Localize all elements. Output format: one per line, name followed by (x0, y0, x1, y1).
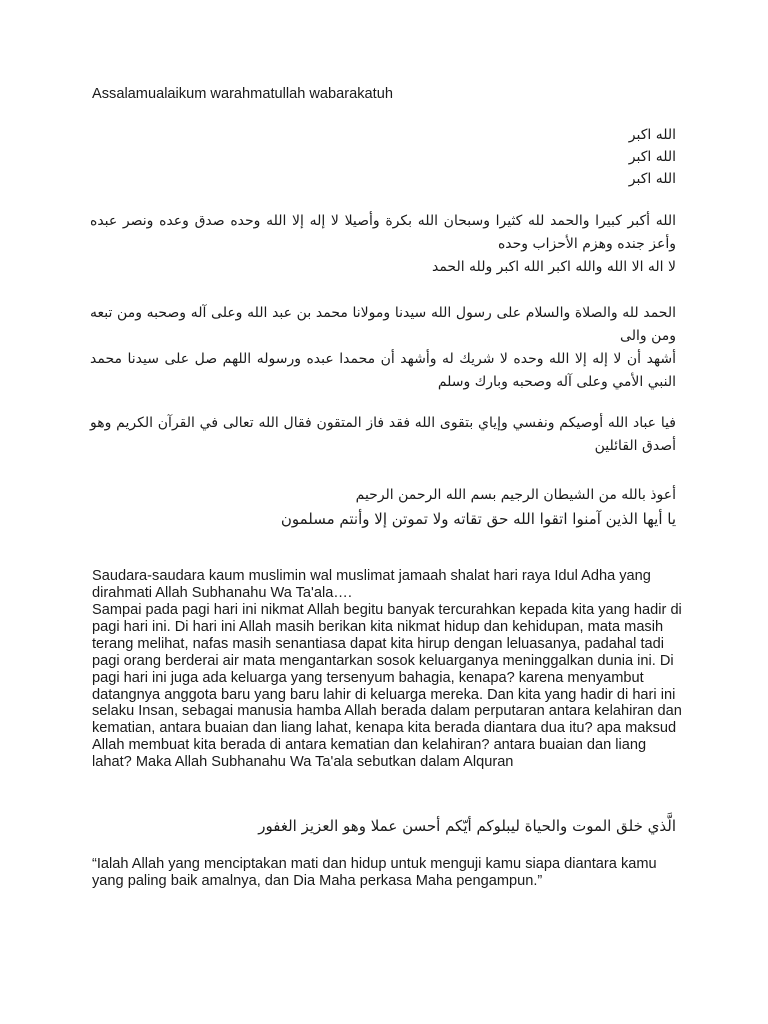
taawudz-block (90, 483, 676, 531)
takbir-long-block (90, 210, 676, 279)
takbir-line: الله اكبر (628, 127, 676, 143)
takbir-long-line: لا اله الا الله والله اكبر الله اكبر ولله الحمد (431, 259, 676, 275)
takbir-long-line: الله أكبر كبيرا والحمد لله كثيرا وسبحان الله بكرة وأصيلا لا إله إلا الله وحده صدق وعده ونصر عبده (90, 213, 676, 229)
taawudz-line: أعوذ بالله من الشيطان الرجيم بسم الله الرحمن الرحيم (355, 487, 676, 503)
wasiat-line: فيا عباد الله أوصيكم ونفسي وإياي بتقوى الله فقد فاز المتقون فقال الله تعالى في القرآن الكريم وهو (90, 415, 676, 431)
takbir-line: الله اكبر (628, 149, 676, 165)
greeting-line: Assalamualaikum warahmatullah wabarakatuh (92, 86, 393, 102)
hamdalah-line: الحمد لله والصلاة والسلام على رسول الله سيدنا ومولانا محمد بن عبد الله وعلى آله وصحبه ومن تبعه (90, 305, 676, 321)
takbir-line: الله اكبر (628, 171, 676, 187)
paragraph-sampai: Sampai pada pagi hari ini nikmat Allah begitu banyak tercurahkan kepada kita yang hadir di pagi hari ini. Di hari ini Allah masih berikan kita nikmat hidup dan kehidupan, mata masih terang melihat, nafas masih senantiasa dapat kita hirup dengan leluasanya, padahal tadi pagi orang berderai air mata mengantarkan sosok keluarganya meninggalkan dunia ini. Di pagi hari ini juga ada keluarga yang tersenyum bahagia, kenapa? karena menyambut datangnya anggota baru yang baru lahir di keluarga mereka. Dan kita yang hadir di hari ini selaku Insan, sebagai manusia hamba Allah berada dalam perputaran antara kelahiran dan kematian, antara buaian dan liang lahat, kenapa kita berada diantara dua itu? apa maksud Allah membuat kita berada di antara kematian dan kelahiran? antara buaian dan liang lahat? Maka Allah Subhanahu Wa Ta'ala sebutkan dalam Alquran (92, 602, 682, 771)
paragraph-saudara: Saudara-saudara kaum muslimin wal muslimat jamaah shalat hari raya Idul Adha yang dirahmati Allah Subhanahu Wa Ta'ala…. (92, 568, 651, 601)
takbir-block (90, 124, 676, 190)
translation-paragraph: “Ialah Allah yang menciptakan mati dan hidup untuk menguji kamu siapa diantara kamu yang paling baik amalnya, dan Dia Maha perkasa Maha pengampun.” (92, 856, 657, 889)
verse-block (90, 814, 676, 838)
hamdalah-line: ومن والى (620, 328, 676, 344)
hamdalah-block (90, 302, 676, 394)
hamdalah-line: أشهد أن لا إله إلا الله وحده لا شريك له وأشهد أن محمدا عبده ورسوله اللهم صل على سيدنا محمد (90, 351, 676, 367)
takbir-long-line: وأعز جنده وهزم الأحزاب وحده (497, 236, 676, 252)
wasiat-block (90, 412, 676, 458)
taawudz-line: يا أيها الذين آمنوا اتقوا الله حق تقاته ولا تموتن إلا وأنتم مسلمون (280, 510, 676, 528)
hamdalah-line: النبي الأمي وعلى آله وصحبه وبارك وسلم (437, 374, 676, 390)
wasiat-line: أصدق القائلين (594, 438, 676, 454)
verse-line: الَّذي خلق الموت والحياة ليبلوكم أيّكم أحسن عملا وهو العزيز الغفور (258, 817, 676, 835)
